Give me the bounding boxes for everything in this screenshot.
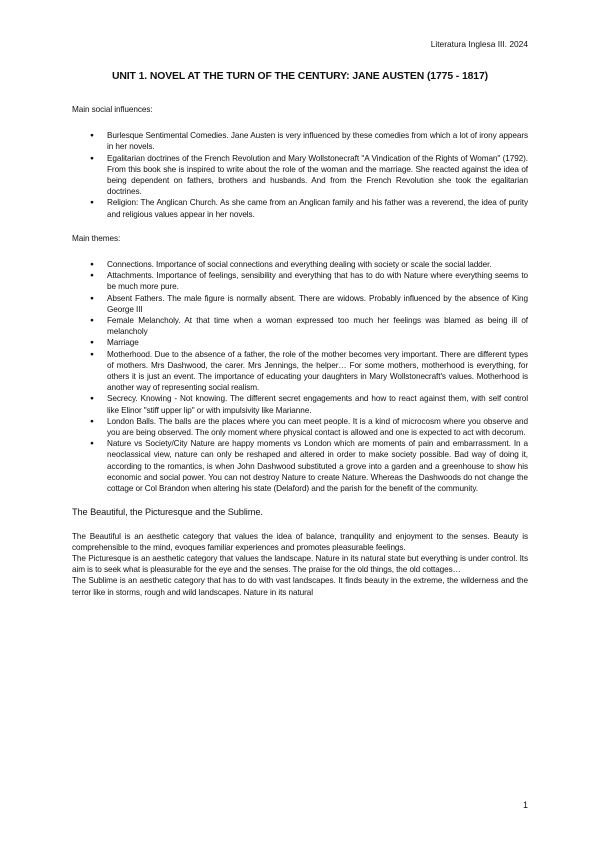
list-item: ● Female Melancholy. At that time when a woman expressed too much her feelings was blamed as being ill of melancholy (107, 315, 528, 337)
aesthetics-heading: The Beautiful, the Picturesque and the Sublime. (72, 507, 263, 518)
list-item: ● Marriage (107, 337, 528, 348)
list-item: ● Motherhood. Due to the absence of a father, the role of the mother becomes very important. There are different types of mothers. Mrs Dashwood, the carer. Mrs Jennings, the helper… For some mothers, motherhood is everything, for others it is just an event. The importance of educating your daughters in Mary Wollstonecraft's values. Motherhood is another way of representing social realism. (107, 349, 528, 394)
influences-label: Main social influences: (72, 105, 153, 114)
list-item: ● Attachments. Importance of feelings, sensibility and everything that has to do with Nature where everything seems to be much more pure. (107, 270, 528, 292)
themes-label: Main themes: (72, 233, 121, 243)
unit-title: UNIT 1. NOVEL AT THE TURN OF THE CENTURY: JANE AUSTEN (1775 - 1817) (111, 71, 489, 82)
list-item: ● Egalitarian doctrines of the French Revolution and Mary Wollstonecraft "A Vindication of the Rights of Woman" (1792). From this book she is inspired to write about the role of the woman and the marriage. She reacted against the idea of being dependent on fathers, brothers and husbands. And from the French Revolution she took the egalitarian doctrines. (107, 153, 528, 198)
list-item: ● Connections. Importance of social connections and everything dealing with society or scale the social ladder. (107, 259, 528, 270)
influences-list (72, 130, 528, 220)
list-item: ● Absent Fathers. The male figure is normally absent. There are widows. Probably influenced by the absence of King George III (107, 293, 528, 315)
beautiful-paragraph: The Beautiful is an aesthetic category that values the idea of balance, tranquility and enjoyment to the senses. Beauty is comprehensible to the mind, evoques familiar experiences and promotes pleasurable feelings. (72, 531, 528, 552)
themes-list (72, 259, 528, 494)
list-item: ● Religion: The Anglican Church. As she came from an Anglican family and his father was a reverend, the idea of purity and religious values appear in her novels. (107, 197, 528, 219)
list-item: ● London Balls. The balls are the places where you can meet people. It is a kind of microcosm where you observe and you are being observed. The only moment where physical contact is allowed and one is expected to act with decorum. (107, 416, 528, 438)
document-body (72, 104, 528, 598)
list-item: ● Nature vs Society/City Nature are happy moments vs London which are moments of pain and embarrassment. In a neoclassical view, nature can only be reshaped and altered in order to make society possible. Bad way of doing it, according to the romantics, is when John Dashwood substituted a grove into a garden and a greenhouse to show his economic and social power. You can not destroy Nature to create Nature. Whereas the Dashwoods do not change the cottage or Col Brandon when altering his state (Delaford) and the parish for the benefit of the community. (107, 438, 528, 494)
running-header: Literatura Inglesa III. 2024 (430, 39, 528, 49)
list-item: ● Burlesque Sentimental Comedies. Jane Austen is very influenced by these comedies from which a lot of irony appears in her novels. (107, 130, 528, 152)
list-item: ● Secrecy. Knowing - Not knowing. The different secret engagements and how to react against them, with self control like Elinor "stiff upper lip" or with impulsivity like Marianne. (107, 393, 528, 415)
sublime-paragraph: The Sublime is an aesthetic category that has to do with vast landscapes. It finds beauty in the extreme, the wilderness and the terror like in storms, rough and wild landscapes. Nature in its natural (72, 576, 528, 597)
page-number: 1 (522, 800, 528, 810)
picturesque-paragraph: The Picturesque is an aesthetic category that values the landscape. Nature in its natural state but everything is under control. Its aim is to seek what is pleasurable for the eye and the senses. The praise for the old things, the old cottages… (72, 553, 528, 575)
